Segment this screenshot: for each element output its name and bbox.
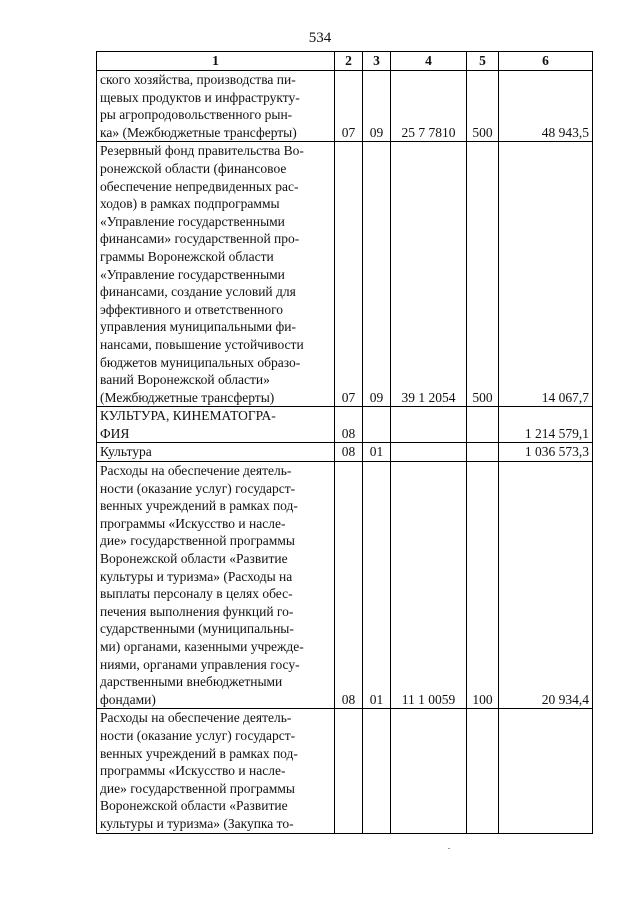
target-article-code: 11 1 0059 xyxy=(391,462,467,709)
section-code: 07 xyxy=(335,142,363,407)
section-code: 07 xyxy=(335,71,363,142)
description-line: ФИЯ xyxy=(100,425,130,441)
description-line: венных учреждений в рамках под- xyxy=(100,498,298,514)
description-line: дарственными внебюджетными xyxy=(100,674,283,690)
target-article-code: 39 1 2054 xyxy=(391,142,467,407)
page-number: 534 xyxy=(308,30,332,46)
amount: 14 067,7 xyxy=(499,142,593,407)
description-line: «Управление государственными xyxy=(100,266,285,282)
amount xyxy=(499,709,593,833)
description-line: программы «Искусство и насле- xyxy=(100,763,286,779)
budget-table xyxy=(96,51,593,834)
description-line: финансами, создание условий для xyxy=(100,284,296,300)
amount: 1 036 573,3 xyxy=(499,443,593,462)
target-article-code xyxy=(391,709,467,833)
row-description xyxy=(97,462,335,709)
description-line: ского хозяйства, производства пи- xyxy=(100,72,296,87)
header-col-2: 2 xyxy=(335,52,363,71)
section-code: 08 xyxy=(335,462,363,709)
row-description xyxy=(97,71,335,142)
subsection-code: 09 xyxy=(363,142,391,407)
description-line: КУЛЬТУРА, КИНЕМАТОГРА- xyxy=(100,408,276,424)
description-line: (Межбюджетные трансферты) xyxy=(100,389,275,405)
amount: 48 943,5 xyxy=(499,71,593,142)
subsection-code: 09 xyxy=(363,71,391,142)
amount: 1 214 579,1 xyxy=(499,407,593,443)
subsection-code xyxy=(363,709,391,833)
expense-type-code: 500 xyxy=(467,71,499,142)
target-article-code: 25 7 7810 xyxy=(391,71,467,142)
description-line: финансами» государственной про- xyxy=(100,231,300,247)
table-row xyxy=(97,709,593,833)
expense-type-code: 100 xyxy=(467,462,499,709)
description-line: сударственными (муниципальны- xyxy=(100,621,294,637)
description-line: «Управление государственными xyxy=(100,213,285,229)
amount: 20 934,4 xyxy=(499,462,593,709)
section-code: 08 xyxy=(335,407,363,443)
header-col-5: 5 xyxy=(467,52,499,71)
section-code: 08 xyxy=(335,443,363,462)
description-line: нансами, повышение устойчивости xyxy=(100,336,304,352)
table-row xyxy=(97,407,593,443)
description-line: Культура xyxy=(100,444,152,460)
header-row xyxy=(97,52,593,71)
subsection-code: 01 xyxy=(363,443,391,462)
description-line: Резервный фонд правительства Во- xyxy=(100,143,304,159)
header-col-4: 4 xyxy=(391,52,467,71)
description-line: ности (оказание услуг) государст- xyxy=(100,727,296,743)
description-line: печения выполнения функций го- xyxy=(100,603,294,619)
row-description xyxy=(97,709,335,833)
scan-speck xyxy=(448,848,450,849)
subsection-code: 01 xyxy=(363,462,391,709)
description-line: бюджетов муниципальных образо- xyxy=(100,354,301,370)
description-line: ми) органами, казенными учрежде- xyxy=(100,639,304,654)
row-description xyxy=(97,407,335,443)
description-line: граммы Воронежской области xyxy=(100,248,274,264)
row-description xyxy=(97,142,335,407)
header-col-6: 6 xyxy=(499,52,593,71)
description-line: управления муниципальными фи- xyxy=(100,319,297,335)
description-line: обеспечение непредвиденных рас- xyxy=(100,178,299,194)
description-line: ка» (Межбюджетные трансферты) xyxy=(100,124,297,140)
table-body xyxy=(97,71,593,834)
subsection-code xyxy=(363,407,391,443)
description-line: щевых продуктов и инфраструкту- xyxy=(100,89,300,105)
target-article-code xyxy=(391,407,467,443)
expense-type-code xyxy=(467,407,499,443)
description-line: выплаты персоналу в целях обес- xyxy=(100,586,293,602)
description-line: венных учреждений в рамках под- xyxy=(100,745,298,761)
row-description xyxy=(97,443,335,462)
header-col-3: 3 xyxy=(363,52,391,71)
description-line: ниями, органами управления госу- xyxy=(100,656,300,672)
table-row xyxy=(97,71,593,142)
description-line: дие» государственной программы xyxy=(100,780,295,796)
description-line: Воронежской области «Развитие xyxy=(100,551,288,567)
description-line: эффективного и ответственного xyxy=(100,301,284,317)
expense-type-code: 500 xyxy=(467,142,499,407)
description-line: Воронежской области «Развитие xyxy=(100,798,288,814)
description-line: культуры и туризма» (Закупка то- xyxy=(100,815,294,831)
expense-type-code xyxy=(467,709,499,833)
target-article-code xyxy=(391,443,467,462)
description-line: фондами) xyxy=(100,691,156,707)
table-row xyxy=(97,462,593,709)
table-row xyxy=(97,443,593,462)
description-line: ронежской области (финансовое xyxy=(100,160,287,176)
description-line: ваний Воронежской области» xyxy=(100,372,270,388)
description-line: ходов) в рамках подпрограммы xyxy=(100,196,280,212)
section-code xyxy=(335,709,363,833)
table-row xyxy=(97,142,593,407)
description-line: культуры и туризма» (Расходы на xyxy=(100,568,293,584)
description-line: Расходы на обеспечение деятель- xyxy=(100,710,292,726)
description-line: ности (оказание услуг) государст- xyxy=(100,480,296,496)
description-line: ры агропродовольственного рын- xyxy=(100,107,293,123)
header-col-1: 1 xyxy=(97,52,335,71)
description-line: дие» государственной программы xyxy=(100,533,295,549)
description-line: Расходы на обеспечение деятель- xyxy=(100,463,292,479)
expense-type-code xyxy=(467,443,499,462)
description-line: программы «Искусство и насле- xyxy=(100,515,286,531)
